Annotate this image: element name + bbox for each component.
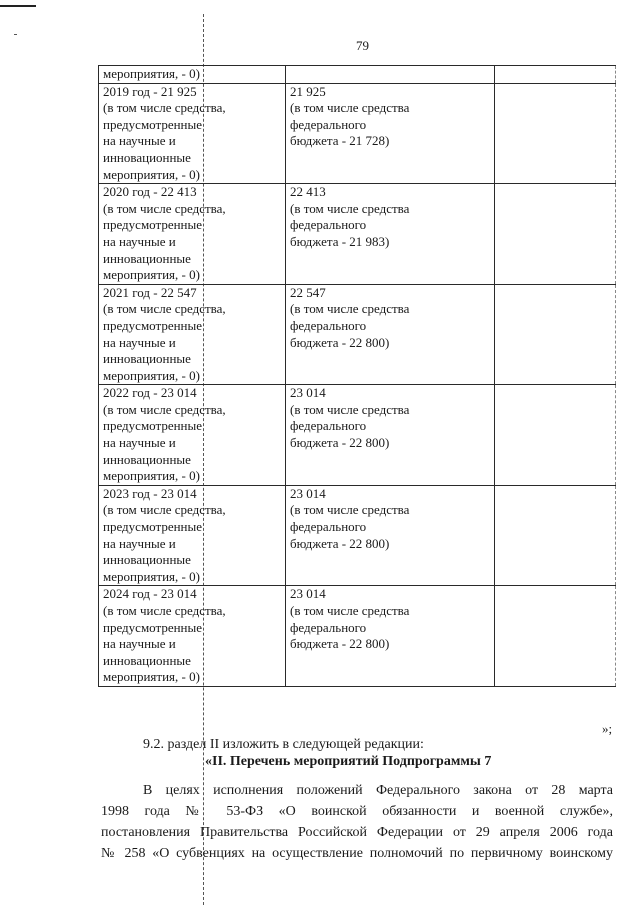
table-cell-empty: [495, 184, 616, 285]
table-cell-empty: [495, 586, 616, 687]
cell-text: (в том числе средства,: [103, 401, 226, 417]
cell-text: (в том числе средства: [290, 301, 410, 317]
body-line: постановления Правительства Российской Федерации от 29 апреля 2006 года: [101, 825, 613, 840]
body-line: 1998 года № 53-ФЗ «О воинской обязанности и военной службе»,: [101, 804, 613, 819]
cell-text: мероприятия, - 0): [103, 166, 200, 182]
table-cell-empty: [495, 83, 616, 184]
cell-text: инновационные: [103, 652, 191, 668]
cell-text: (в том числе средства,: [103, 502, 226, 518]
table-cell-amount: [286, 485, 495, 586]
cell-text: мероприятия, - 0): [103, 468, 200, 484]
table-cell-amount: [286, 586, 495, 687]
table-cell-year: [99, 184, 286, 285]
cell-text: (в том числе средства,: [103, 100, 226, 116]
cell-text: 23 014: [290, 485, 326, 501]
table-row: [99, 184, 616, 285]
cell-text: предусмотренные: [103, 317, 203, 333]
cell-text: мероприятия, - 0): [103, 367, 200, 383]
page-number: 79: [356, 38, 369, 53]
cell-text: бюджета - 21 728): [290, 133, 390, 149]
cell-text: бюджета - 22 800): [290, 636, 390, 652]
table-cell-amount: [286, 184, 495, 285]
table-cell-year: [99, 485, 286, 586]
cell-text: инновационные: [103, 451, 191, 467]
cell-text: федерального: [290, 519, 367, 535]
cell-text: 2022 год - 23 014: [103, 385, 197, 401]
cell-text: 21 925: [290, 83, 326, 99]
cell-text: на научные и: [103, 334, 176, 350]
cell-text: 2019 год - 21 925: [103, 83, 197, 99]
cell-text: федерального: [290, 116, 367, 132]
cell-text: 22 547: [290, 284, 326, 300]
table-cell-amount: [286, 66, 495, 84]
cell-text: бюджета - 22 800): [290, 435, 390, 451]
cell-text: мероприятия, - 0): [103, 669, 200, 685]
cell-text: 23 014: [290, 385, 326, 401]
table-cell-year: [99, 385, 286, 486]
body-paragraph: [101, 780, 613, 864]
table-cell-year: [99, 83, 286, 184]
table-row-continuation: [99, 66, 616, 84]
funding-table: [98, 65, 616, 687]
table-cell-year: [99, 284, 286, 385]
table-row: [99, 485, 616, 586]
table-row: [99, 385, 616, 486]
cell-text: инновационные: [103, 351, 191, 367]
cell-text: инновационные: [103, 552, 191, 568]
cell-text: инновационные: [103, 149, 191, 165]
table-cell-empty: [495, 485, 616, 586]
cell-text: мероприятия, - 0): [103, 267, 200, 283]
cell-text: 22 413: [290, 184, 326, 200]
cell-text: на научные и: [103, 133, 176, 149]
table-cell-amount: [286, 83, 495, 184]
cell-text: предусмотренные: [103, 519, 203, 535]
body-line: № 258 «О субвенциях на осуществление полномочий по первичному воинскому: [101, 846, 613, 861]
cell-text: (в том числе средства: [290, 200, 410, 216]
body-line: В целях исполнения положений Федерального закона от 28 марта: [143, 783, 613, 798]
table-cell-year: [99, 586, 286, 687]
cell-text: предусмотренные: [103, 418, 203, 434]
table-cell-amount: [286, 385, 495, 486]
cell-text: мероприятия, - 0): [103, 66, 200, 81]
cell-text: (в том числе средства: [290, 603, 410, 618]
cell-text: бюджета - 22 800): [290, 535, 390, 551]
table-row: [99, 586, 616, 687]
cell-text: предусмотренные: [103, 619, 203, 635]
section-title: «II. Перечень мероприятий Подпрограммы 7: [205, 754, 492, 769]
cell-text: мероприятия, - 0): [103, 568, 200, 584]
cell-text: (в том числе средства: [290, 100, 410, 116]
table-row: [99, 284, 616, 385]
cell-text: на научные и: [103, 435, 176, 451]
cell-text: на научные и: [103, 535, 176, 551]
table-cell-empty: [495, 385, 616, 486]
cell-text: 2023 год - 23 014: [103, 485, 197, 501]
table-cell-year: [99, 66, 286, 84]
cell-text: федерального: [290, 418, 367, 434]
cell-text: (в том числе средства: [290, 502, 410, 518]
cell-text: 23 014: [290, 586, 326, 602]
scan-top-rule: [0, 5, 36, 7]
cell-text: федерального: [290, 619, 367, 635]
cell-text: федерального: [290, 317, 367, 333]
cell-text: 2020 год - 22 413: [103, 184, 197, 200]
cell-text: (в том числе средства,: [103, 200, 226, 216]
cell-text: (в том числе средства,: [103, 603, 226, 618]
cell-text: на научные и: [103, 636, 176, 652]
cell-text: бюджета - 21 983): [290, 233, 390, 249]
cell-text: инновационные: [103, 250, 191, 266]
cell-text: на научные и: [103, 233, 176, 249]
table-cell-empty: [495, 66, 616, 84]
table-closing-quote: »;: [602, 721, 613, 736]
cell-text: 2021 год - 22 547: [103, 284, 197, 300]
cell-text: предусмотренные: [103, 116, 203, 132]
cell-text: (в том числе средства,: [103, 301, 226, 317]
cell-text: федерального: [290, 217, 367, 233]
scan-mark: [14, 34, 17, 35]
cell-text: предусмотренные: [103, 217, 203, 233]
item-9-2: 9.2. раздел II изложить в следующей редакции:: [143, 737, 424, 752]
cell-text: (в том числе средства: [290, 401, 410, 417]
cell-text: 2024 год - 23 014: [103, 586, 197, 602]
table-row: [99, 83, 616, 184]
cell-text: бюджета - 22 800): [290, 334, 390, 350]
table-cell-amount: [286, 284, 495, 385]
table-cell-empty: [495, 284, 616, 385]
